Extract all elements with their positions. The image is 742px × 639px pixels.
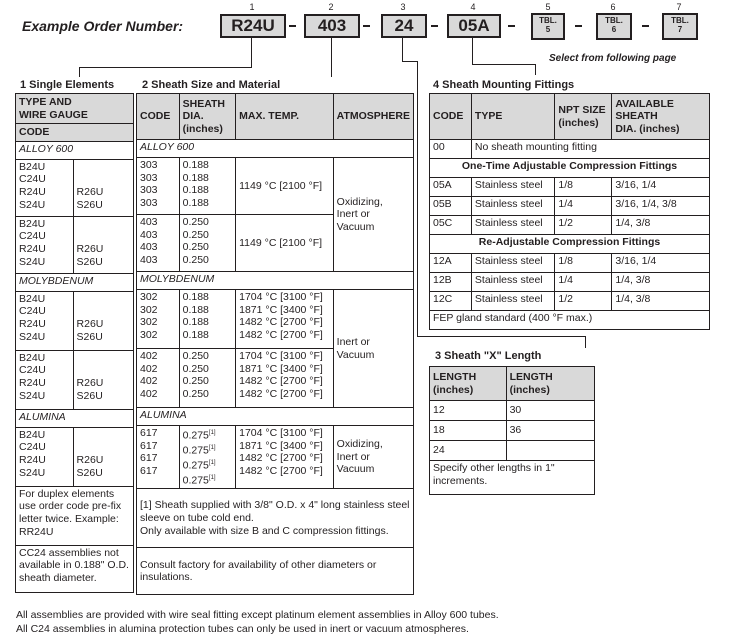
part-box-2: 403 [304,14,360,38]
npt-cell: 1/4 [555,197,612,216]
group-molybdenum: MOLYBDENUM [137,272,414,290]
code-cell: 303 303 303 303 [137,158,180,215]
order-label: Example Order Number: [22,18,184,34]
codes-cell-alt: R26U S26U [73,291,133,350]
footer-note-1: All assemblies are provided with wire seal fitting except platinum element assemblies in Alloy 600 tubes. [16,609,499,621]
codes-cell: B24U C24U R24U S24U [16,159,74,216]
code-cell: 617 617 617 617 [137,426,180,489]
dia-cell: 0.188 0.188 0.188 0.188 [179,290,236,349]
codes-cell-alt: R26U S26U [73,350,133,409]
npt-cell: 1/2 [555,292,612,311]
part-box-1: R24U [220,14,286,38]
tbl-box-7: TBL. 7 [662,13,698,40]
connector-line [535,64,536,75]
dash [575,25,582,27]
part-num-1: 1 [249,2,255,12]
codes-cell: B24U C24U R24U S24U [16,291,74,350]
part-num-6: 6 [610,2,616,12]
atmosphere-cell: Oxidizing, Inert or Vacuum [333,158,413,272]
mounting-fittings-table [429,93,710,330]
dia-cell: 1/4, 3/8 [612,216,710,235]
fitting-text: No sheath mounting fitting [471,140,709,159]
connector-line [472,64,536,65]
temp-cell: 1704 °C [3100 °F] 1871 °C [3400 °F] 1482 °C [2700 °F] 1482 °C [2700 °F] [236,426,334,489]
re-adjustable-subheader: Re-Adjustable Compression Fittings [430,235,710,254]
sheath-length-table [429,366,595,495]
sheath-dia-header: SHEATH DIA. (inches) [179,94,236,140]
part-box-3: 24 [381,14,427,38]
group-molybdenum: MOLYBDENUM [16,273,134,291]
code-cell: 00 [430,140,472,159]
duplex-note: For duplex elements use order code pre-fix letter twice. Example: RR24U [16,486,134,545]
npt-cell: 1/4 [555,273,612,292]
type-wire-gauge-header: TYPE AND WIRE GAUGE CODE [16,94,134,142]
temp-cell: 1149 °C [2100 °F] [236,215,334,272]
connector-line [402,37,403,61]
select-note: Select from following page [549,53,677,64]
codes-cell-alt: R26U S26U [73,216,133,273]
tbl-box-5: TBL. 5 [531,13,565,40]
temp-cell: 1704 °C [3100 °F] 1871 °C [3400 °F] 1482 °C [2700 °F] 1482 °C [2700 °F] [236,349,334,408]
length-header-1: LENGTH (inches) [430,367,507,401]
dia-cell: 1/4, 3/8 [612,292,710,311]
connector-line [585,336,586,348]
available-dia-header: AVAILABLE SHEATH DIA. (inches) [612,94,710,140]
tbl-box-6: TBL. 6 [596,13,632,40]
length-cell [506,441,594,461]
code-cell: 05B [430,197,472,216]
type-cell: Stainless steel [471,292,554,311]
code-cell: 05A [430,178,472,197]
section-2-title: 2 Sheath Size and Material [142,79,281,91]
cc24-note: CC24 assemblies not available in 0.188" O.D. sheath diameter. [16,545,134,592]
length-header-2: LENGTH (inches) [506,367,594,401]
group-alumina: ALUMINA [137,408,414,426]
max-temp-header: MAX. TEMP. [236,94,334,140]
length-cell: 24 [430,441,507,461]
atmosphere-cell: Oxidizing, Inert or Vacuum [333,426,413,489]
code-cell: 302 302 302 302 [137,290,180,349]
dia-cell: 0.188 0.188 0.188 0.188 [179,158,236,215]
single-elements-table [15,93,134,593]
section-3-title: 3 Sheath "X" Length [435,350,542,362]
section-1-title: 1 Single Elements [20,79,115,91]
npt-cell: 1/8 [555,254,612,273]
connector-line [331,37,332,77]
part-num-3: 3 [400,2,406,12]
dash [363,25,370,27]
code-cell: 12C [430,292,472,311]
connector-line [417,61,418,337]
code-header: CODE [137,94,180,140]
connector-line [472,37,473,65]
part-num-5: 5 [545,2,551,12]
dash [289,25,296,27]
sheath-size-table [136,93,414,595]
one-time-subheader: One-Time Adjustable Compression Fittings [430,159,710,178]
part-num-2: 2 [328,2,334,12]
group-alumina: ALUMINA [16,409,134,427]
dia-cell: 0.250 0.250 0.250 0.250 [179,349,236,408]
type-header: TYPE [471,94,554,140]
sleeve-note: [1] Sheath supplied with 3/8" O.D. x 4" long stainless steel sleeve on tube cold end. Only available with size B and C compression fittings. [137,489,414,548]
length-cell: 30 [506,401,594,421]
codes-cell: B24U C24U R24U S24U [16,350,74,409]
type-cell: Stainless steel [471,216,554,235]
length-note: Specify other lengths in 1" increments. [430,461,595,495]
atmosphere-header: ATMOSPHERE [333,94,413,140]
connector-line [79,67,80,77]
type-cell: Stainless steel [471,273,554,292]
length-cell: 36 [506,421,594,441]
dia-cell: 3/16, 1/4, 3/8 [612,197,710,216]
dash [508,25,515,27]
code-cell: 402 402 402 402 [137,349,180,408]
dia-cell: 0.275[1] 0.275[1] 0.275[1] 0.275[1] [179,426,236,489]
group-alloy: ALLOY 600 [16,141,134,159]
npt-cell: 1/2 [555,216,612,235]
dash [642,25,649,27]
connector-line [251,37,252,68]
type-cell: Stainless steel [471,254,554,273]
length-cell: 18 [430,421,507,441]
codes-cell: B24U C24U R24U S24U [16,427,74,486]
npt-cell: 1/8 [555,178,612,197]
code-cell: 403 403 403 403 [137,215,180,272]
part-num-7: 7 [676,2,682,12]
length-cell: 12 [430,401,507,421]
connector-line [79,67,252,68]
code-cell: 12A [430,254,472,273]
codes-cell-alt: R26U S26U [73,159,133,216]
type-cell: Stainless steel [471,197,554,216]
atmosphere-cell: Inert or Vacuum [333,290,413,408]
temp-cell: 1149 °C [2100 °F] [236,158,334,215]
dia-cell: 3/16, 1/4 [612,254,710,273]
connector-line [402,61,418,62]
dia-cell: 1/4, 3/8 [612,273,710,292]
dia-cell: 0.250 0.250 0.250 0.250 [179,215,236,272]
codes-cell-alt: R26U S26U [73,427,133,486]
consult-note: Consult factory for availability of other diameters or insulations. [137,548,414,595]
part-box-4: 05A [447,14,501,38]
fep-note: FEP gland standard (400 °F max.) [430,311,710,330]
temp-cell: 1704 °C [3100 °F] 1871 °C [3400 °F] 1482 °C [2700 °F] 1482 °C [2700 °F] [236,290,334,349]
part-num-4: 4 [470,2,476,12]
npt-header: NPT SIZE (inches) [555,94,612,140]
connector-line [417,336,586,337]
code-cell: 05C [430,216,472,235]
dash [431,25,438,27]
type-cell: Stainless steel [471,178,554,197]
code-header: CODE [430,94,472,140]
dia-cell: 3/16, 1/4 [612,178,710,197]
group-alloy: ALLOY 600 [137,140,414,158]
section-4-title: 4 Sheath Mounting Fittings [433,79,575,91]
code-cell: 12B [430,273,472,292]
codes-cell: B24U C24U R24U S24U [16,216,74,273]
footer-note-2: All C24 assemblies in alumina protection tubes can only be used in inert or vacuum atmospheres. [16,623,469,635]
